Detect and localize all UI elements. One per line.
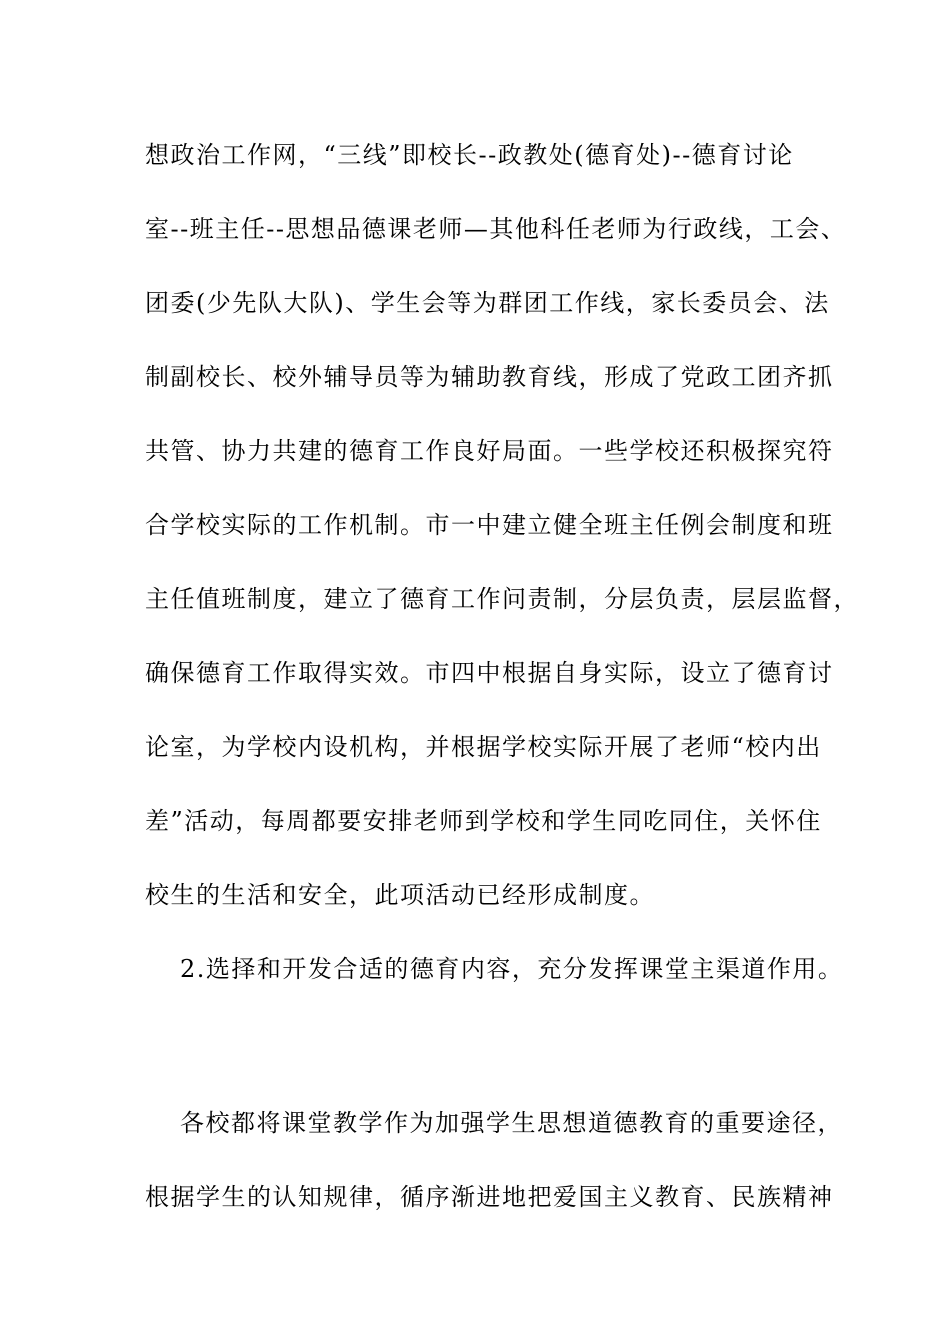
paragraph-line: 室--班主任--思想品德课老师—其他科任老师为行政线，工会、 [145,215,847,243]
paragraph-line: 团委(少先队大队)、学生会等为群团工作线，家长委员会、法 [145,289,830,317]
paragraph-line: 主任值班制度，建立了德育工作问责制，分层负责，层层监督， [145,585,859,613]
paragraph-line: 差”活动，每周都要安排老师到学校和学生同吃同住，关怀住 [145,807,822,835]
paragraph-line: 确保德育工作取得实效。市四中根据自身实际，设立了德育讨 [145,659,834,687]
paragraph-line: 想政治工作网，“三线”即校长--政教处(德育处)--德育讨论 [145,141,794,169]
paragraph-line: 论室，为学校内设机构，并根据学校实际开展了老师“校内出 [145,733,822,761]
paragraph-line: 制副校长、校外辅导员等为辅助教育线，形成了党政工团齐抓 [145,363,834,391]
paragraph-line: 共管、协力共建的德育工作良好局面。一些学校还积极探究符 [145,437,834,465]
paragraph-line: 根据学生的认知规律，循序渐进地把爱国主义教育、民族精神 [145,1183,834,1211]
paragraph-line: 各校都将课堂教学作为加强学生思想道德教育的重要途径， [180,1109,843,1137]
paragraph-line: 合学校实际的工作机制。市一中建立健全班主任例会制度和班 [145,511,834,539]
paragraph-line: 校生的生活和安全，此项活动已经形成制度。 [145,881,655,909]
section-heading: 2.选择和开发合适的德育内容，充分发挥课堂主渠道作用。 [180,955,844,983]
